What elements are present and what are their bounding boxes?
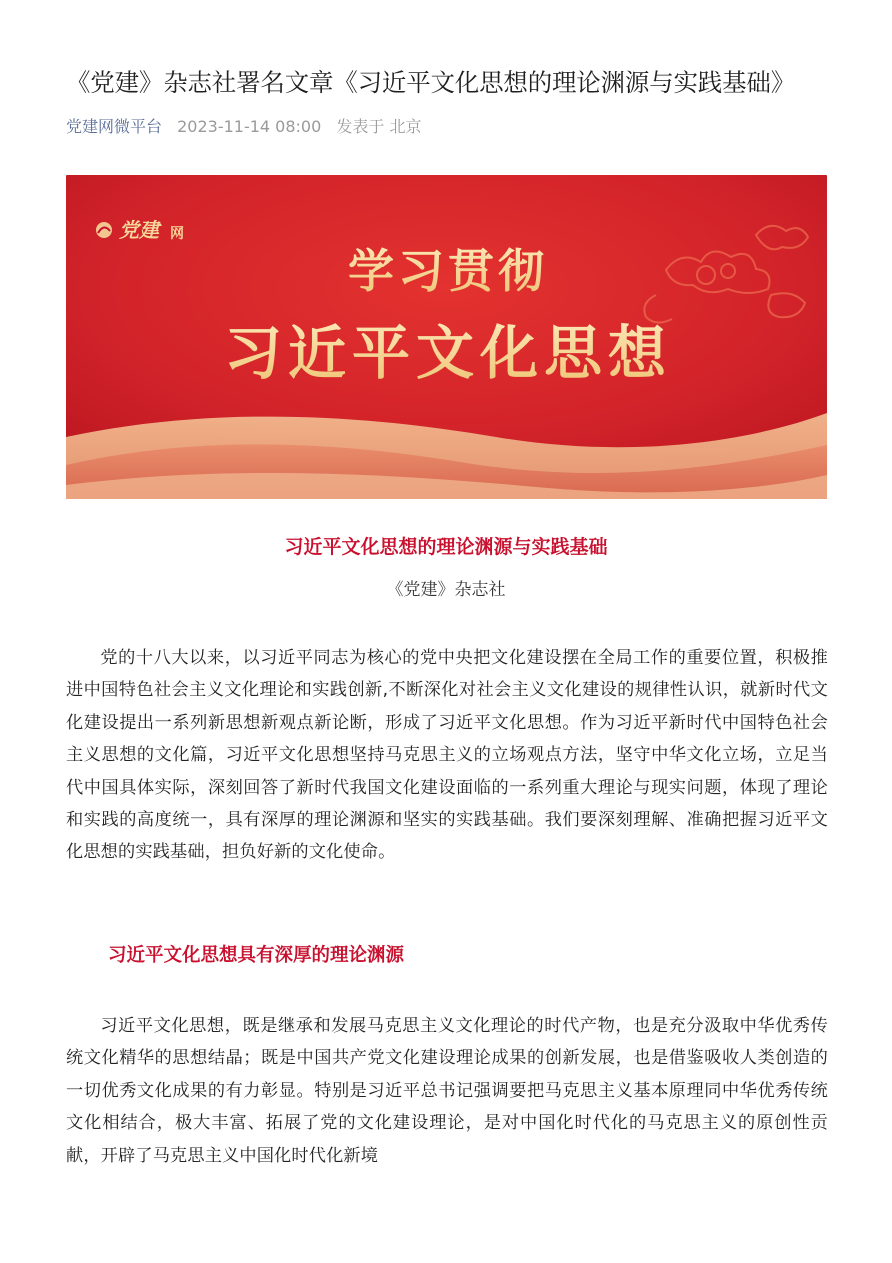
paragraph-1: 党的十八大以来，以习近平同志为核心的党中央把文化建设摆在全局工作的重要位置，积极推进中国特色社会主义文化理论和实践创新,不断深化对社会主义文化建设的规律性认识，就新时代文化建设提出一系列新思想新观点新论断，形成了习近平文化思想。作为习近平新时代中国特色社会主义思想的文化篇，习近平文化思想坚持马克思主义的立场观点方法，坚守中华文化立场，立足当代中国具体实际，深刻回答了新时代我国文化建设面临的一系列重大理论与现实问题，体现了理论和实践的高度统一，具有深厚的理论渊源和坚实的实践基础。我们要深刻理解、准确把握习近平文化思想的实践基础，担负好新的文化使命。 [66, 648, 828, 863]
publish-time: 2023-11-14 08:00 [177, 117, 322, 136]
banner-image [66, 175, 827, 499]
logo-text: 党建 [119, 218, 159, 242]
article-subtitle: 习近平文化思想的理论渊源与实践基础 [284, 536, 608, 558]
article-meta [66, 116, 421, 138]
banner-line1: 学习贯彻 [348, 244, 548, 298]
article-title: 《党建》杂志社署名文章《习近平文化思想的理论渊源与实践基础》 [66, 68, 795, 97]
publish-location: 发表于 北京 [336, 117, 422, 136]
paragraph-2: 习近平文化思想，既是继承和发展马克思主义文化理论的时代产物，也是充分汲取中华优秀传统文化精华的思想结晶；既是中国共产党文化建设理论成果的创新发展，也是借鉴吸收人类创造的一切优秀文化成果的有力彰显。特别是习近平总书记强调要把马克思主义基本原理同中华优秀传统文化相结合，极大丰富、拓展了党的文化建设理论，是对中国化时代化的马克思主义的原创性贡献，开辟了马克思主义中国化时代化新境 [66, 1016, 828, 1166]
article-byline: 《党建》杂志社 [386, 580, 506, 600]
section-heading-1: 习近平文化思想具有深厚的理论渊源 [108, 945, 405, 966]
banner-line2: 习近平文化思想 [223, 319, 673, 387]
logo-suffix: 网 [170, 226, 184, 242]
dangjian-logo [96, 222, 112, 238]
author-link[interactable]: 党建网微平台 [66, 117, 163, 136]
